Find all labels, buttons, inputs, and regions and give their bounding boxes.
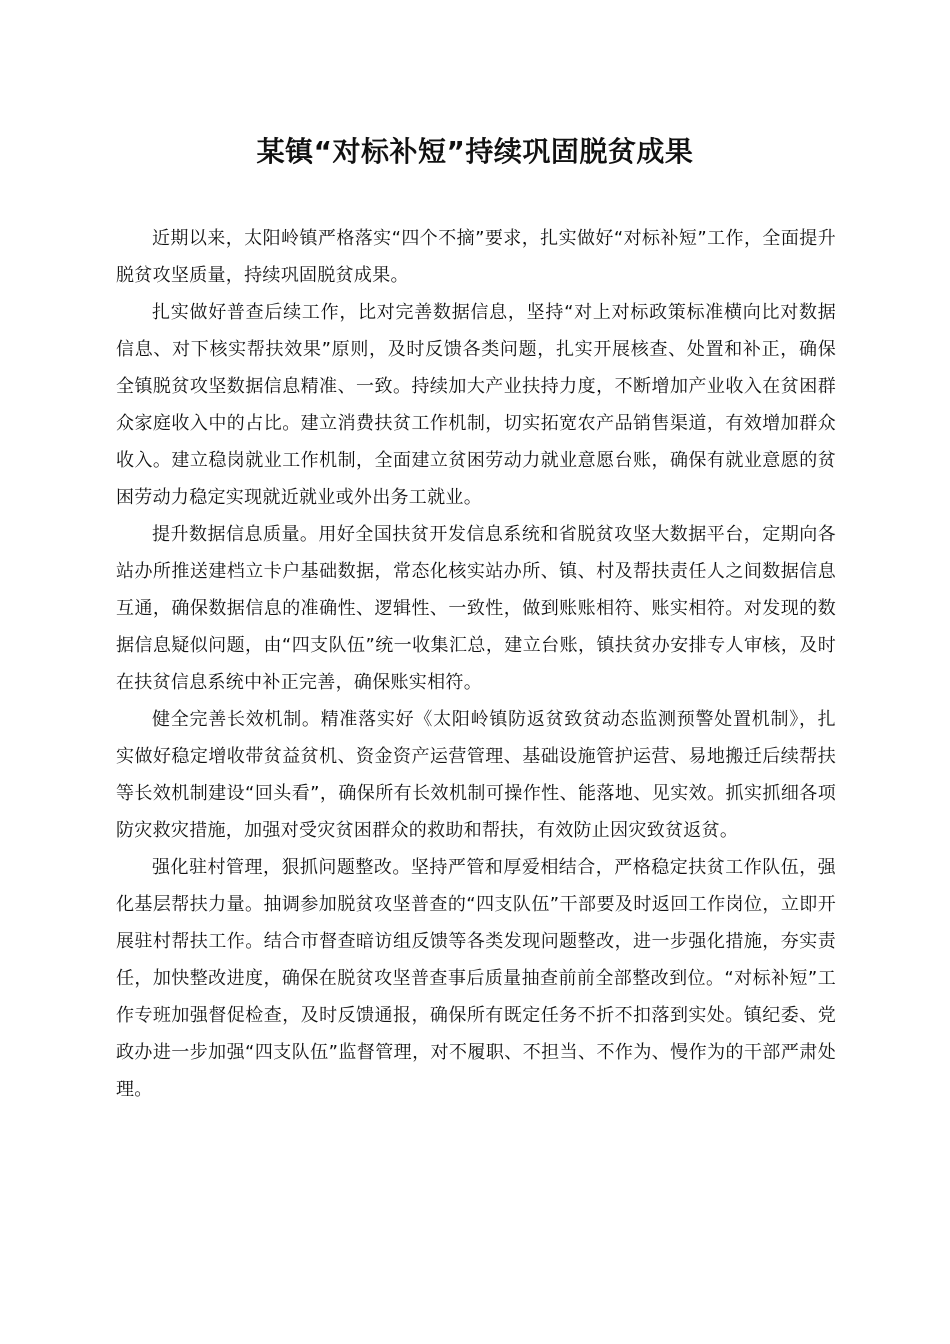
document-title: 某镇“对标补短”持续巩固脱贫成果 xyxy=(256,135,694,168)
document-body xyxy=(116,220,836,1108)
paragraph-data-quality: 提升数据信息质量。用好全国扶贫开发信息系统和省脱贫攻坚大数据平台，定期向各站办所推送建档立卡户基础数据，常态化核实站办所、镇、村及帮扶责任人之间数据信息互通，确保数据信息的准确性、逻辑性、一致性，做到账账相符、账实相符。对发现的数据信息疑似问题，由“四支队伍”统一收集汇总，建立台账，镇扶贫办安排专人审核，及时在扶贫信息系统中补正完善，确保账实相符。 xyxy=(116,524,836,693)
paragraph-intro: 近期以来，太阳岭镇严格落实“四个不摘”要求，扎实做好“对标补短”工作，全面提升脱贫攻坚质量，持续巩固脱贫成果。 xyxy=(116,228,836,286)
paragraph-village-management: 强化驻村管理，狠抓问题整改。坚持严管和厚爱相结合，严格稳定扶贫工作队伍，强化基层帮扶力量。抽调参加脱贫攻坚普查的“四支队伍”干部要及时返回工作岗位，立即开展驻村帮扶工作。结合市督查暗访组反馈等各类发现问题整改，进一步强化措施，夯实责任，加快整改进度，确保在脱贫攻坚普查事后质量抽查前前全部整改到位。“对标补短”工作专班加强督促检查，及时反馈通报，确保所有既定任务不折不扣落到实处。镇纪委、党政办进一步加强“四支队伍”监督管理，对不履职、不担当、不作为、慢作为的干部严肃处理。 xyxy=(116,857,836,1100)
paragraph-long-term-mechanism: 健全完善长效机制。精准落实好《太阳岭镇防返贫致贫动态监测预警处置机制》，扎实做好稳定增收带贫益贫机、资金资产运营管理、基础设施管护运营、易地搬迁后续帮扶等长效机制建设“回头看”，确保所有长效机制可操作性、能落地、见实效。抓实抓细各项防灾救灾措施，加强对受灾贫困群众的救助和帮扶，有效防止因灾致贫返贫。 xyxy=(116,709,836,841)
paragraph-follow-up-work: 扎实做好普查后续工作，比对完善数据信息，坚持“对上对标政策标准横向比对数据信息、对下核实帮扶效果”原则，及时反馈各类问题，扎实开展核查、处置和补正，确保全镇脱贫攻坚数据信息精准、一致。持续加大产业扶持力度，不断增加产业收入在贫困群众家庭收入中的占比。建立消费扶贫工作机制，切实拓宽农产品销售渠道，有效增加群众收入。建立稳岗就业工作机制，全面建立贫困劳动力就业意愿台账，确保有就业意愿的贫困劳动力稳定实现就近就业或外出务工就业。 xyxy=(116,302,836,508)
